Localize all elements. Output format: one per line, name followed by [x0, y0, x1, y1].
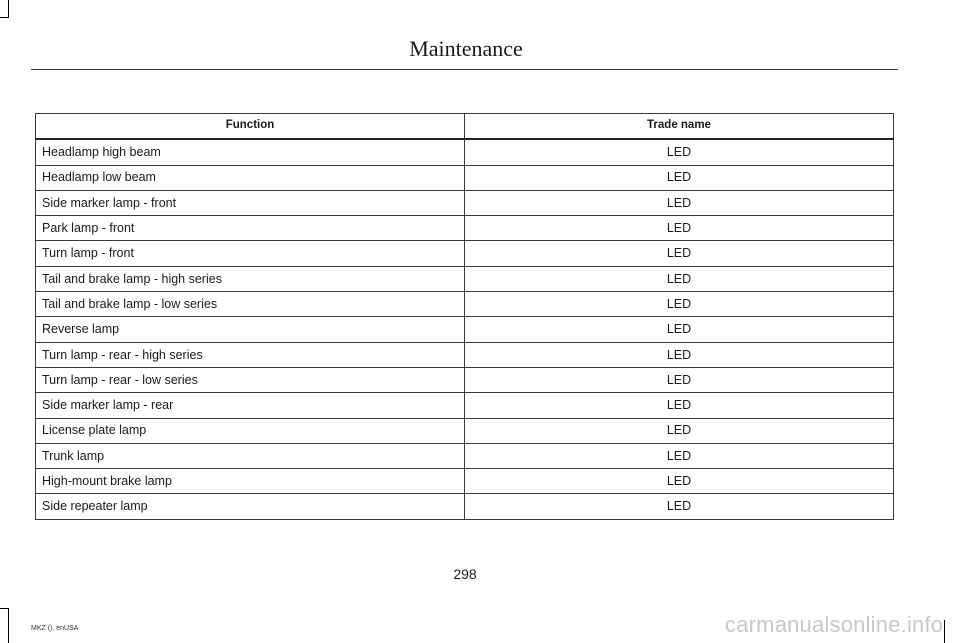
- table-header-row: [36, 114, 894, 140]
- function-cell: Side repeater lamp: [36, 494, 465, 519]
- table-row: [36, 342, 894, 367]
- crop-mark-bottom-left-horizontal: [0, 608, 9, 609]
- table-row: [36, 266, 894, 291]
- trade-name-cell: LED: [465, 317, 894, 342]
- table-row: [36, 418, 894, 443]
- trade-name-cell: LED: [465, 139, 894, 165]
- table-row: [36, 139, 894, 165]
- crop-mark-bottom-right-vertical: [944, 620, 945, 643]
- function-cell: Park lamp - front: [36, 216, 465, 241]
- trade-name-cell: LED: [465, 367, 894, 392]
- table-row: [36, 469, 894, 494]
- trade-name-cell: LED: [465, 165, 894, 190]
- function-cell: Tail and brake lamp - high series: [36, 266, 465, 291]
- trade-name-cell: LED: [465, 292, 894, 317]
- watermark-link[interactable]: carmanualsonline.info: [725, 612, 944, 637]
- table-row: [36, 494, 894, 519]
- function-cell: License plate lamp: [36, 418, 465, 443]
- trade-name-cell: LED: [465, 190, 894, 215]
- document-code: MKZ (), enUSA: [31, 625, 79, 632]
- table-row: [36, 443, 894, 468]
- function-cell: Headlamp high beam: [36, 139, 465, 165]
- bulb-spec-table: [35, 113, 894, 520]
- function-cell: Reverse lamp: [36, 317, 465, 342]
- column-header-trade-name: Trade name: [465, 114, 894, 140]
- function-cell: Side marker lamp - front: [36, 190, 465, 215]
- trade-name-cell: LED: [465, 216, 894, 241]
- table-row: [36, 292, 894, 317]
- function-cell: Tail and brake lamp - low series: [36, 292, 465, 317]
- crop-mark-top-left-horizontal: [0, 17, 9, 18]
- table-row: [36, 216, 894, 241]
- page-title: Maintenance: [409, 36, 523, 61]
- trade-name-cell: LED: [465, 393, 894, 418]
- title-divider: [31, 69, 898, 70]
- function-cell: Turn lamp - rear - low series: [36, 367, 465, 392]
- table-row: [36, 165, 894, 190]
- crop-mark-bottom-left-vertical: [8, 608, 9, 643]
- table-row: [36, 393, 894, 418]
- crop-mark-top-left-vertical: [8, 0, 9, 18]
- trade-name-cell: LED: [465, 443, 894, 468]
- table-row: [36, 190, 894, 215]
- trade-name-cell: LED: [465, 266, 894, 291]
- table-row: [36, 367, 894, 392]
- trade-name-cell: LED: [465, 494, 894, 519]
- trade-name-cell: LED: [465, 342, 894, 367]
- function-cell: Turn lamp - rear - high series: [36, 342, 465, 367]
- function-cell: Headlamp low beam: [36, 165, 465, 190]
- trade-name-cell: LED: [465, 241, 894, 266]
- trade-name-cell: LED: [465, 469, 894, 494]
- function-cell: High-mount brake lamp: [36, 469, 465, 494]
- page-number: 298: [453, 566, 477, 582]
- table-row: [36, 317, 894, 342]
- column-header-function: Function: [36, 114, 465, 140]
- function-cell: Turn lamp - front: [36, 241, 465, 266]
- table-row: [36, 241, 894, 266]
- trade-name-cell: LED: [465, 418, 894, 443]
- function-cell: Trunk lamp: [36, 443, 465, 468]
- function-cell: Side marker lamp - rear: [36, 393, 465, 418]
